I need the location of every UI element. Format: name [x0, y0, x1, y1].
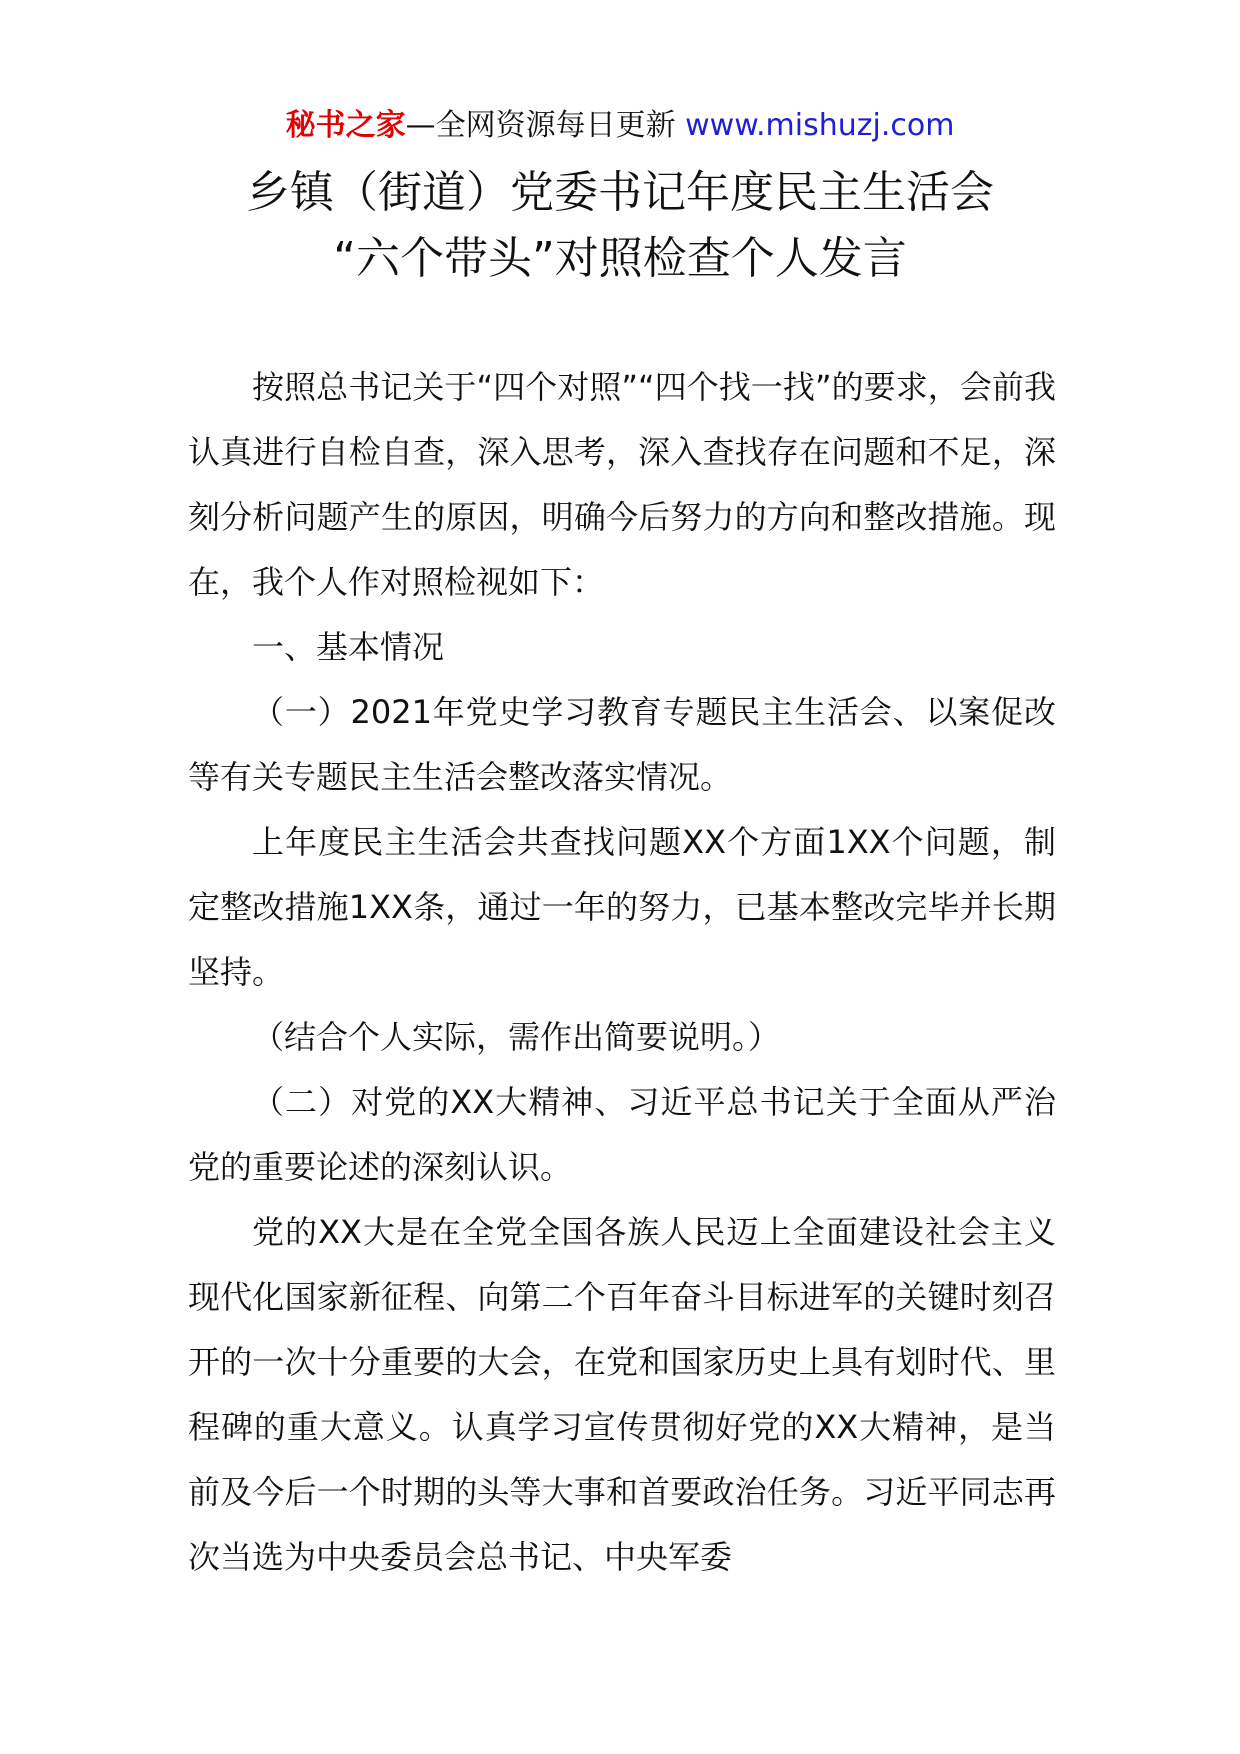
title-line-2: “六个带头”对照检查个人发言	[333, 233, 907, 284]
section-heading-basic: 一、基本情况	[252, 628, 445, 666]
paragraph-note: （结合个人实际，需作出简要说明。）	[252, 1018, 781, 1056]
brand-name: 秘书之家	[285, 108, 406, 143]
site-header	[0, 104, 1240, 148]
subsection-heading-1: （一）2021年党史学习教育专题民主生活会、以案促改等有关专题民主生活会整改落实情况。	[188, 693, 1056, 796]
paragraph-rectification: 上年度民主生活会共查找问题XX个方面1XX个问题，制定整改措施1XX条，通过一年的努力，已基本整改完毕并长期坚持。	[188, 823, 1056, 991]
document-title	[0, 160, 1240, 292]
subsection-heading-2: （二）对党的XX大精神、习近平总书记关于全面从严治党的重要论述的深刻认识。	[188, 1083, 1056, 1186]
paragraph-congress: 党的XX大是在全党全国各族人民迈上全面建设社会主义现代化国家新征程、向第二个百年奋斗目标进军的关键时刻召开的一次十分重要的大会，在党和国家历史上具有划时代、里程碑的重大意义。认真学习宣传贯彻好党的XX大精神，是当前及今后一个时期的头等大事和首要政治任务。习近平同志再次当选为中央委员会总书记、中央军委	[188, 1213, 1056, 1576]
document-body	[188, 355, 1056, 1590]
header-slogan: —全网资源每日更新	[405, 108, 676, 143]
site-link[interactable]: www.mishuzj.com	[685, 108, 955, 143]
title-line-1: 乡镇（街道）党委书记年度民主生活会	[246, 167, 994, 218]
intro-paragraph: 按照总书记关于“四个对照”“四个找一找”的要求，会前我认真进行自检自查，深入思考，深入查找存在问题和不足，深刻分析问题产生的原因，明确今后努力的方向和整改措施。现在，我个人作对照检视如下：	[188, 368, 1056, 601]
